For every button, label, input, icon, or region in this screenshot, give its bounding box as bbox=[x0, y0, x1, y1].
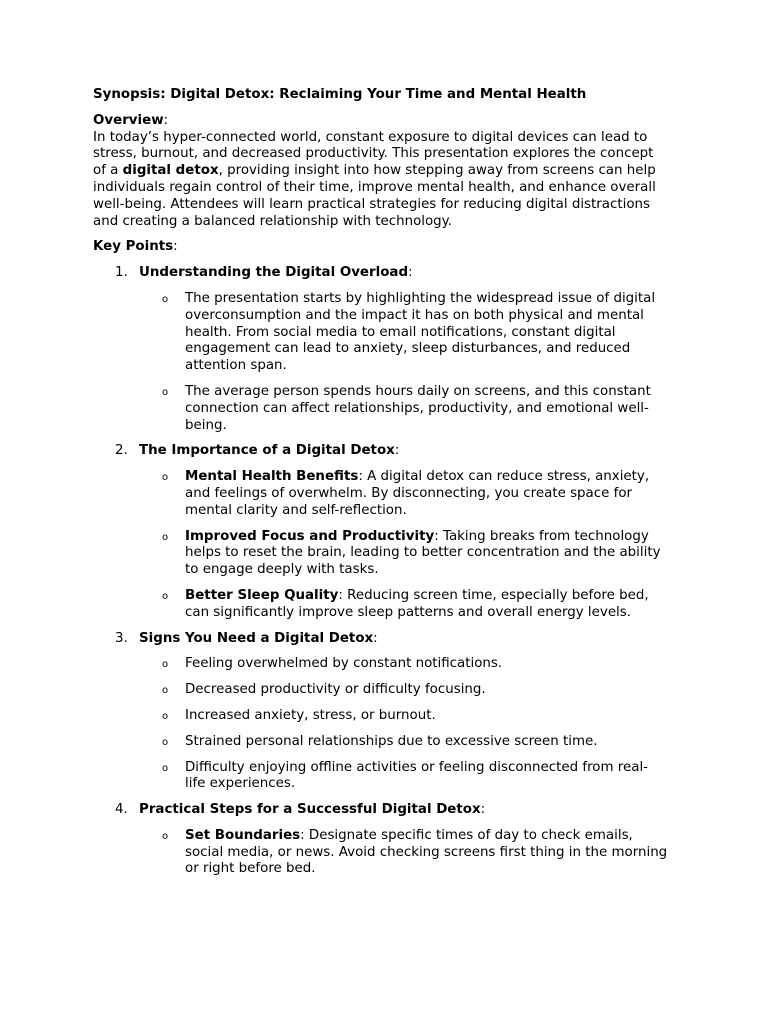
circle-bullet-icon: o bbox=[162, 531, 169, 543]
sub-point-list bbox=[139, 828, 668, 878]
key-point-heading bbox=[139, 631, 668, 648]
sub-point-text: The average person spends hours daily on screens, and this constant connection can affect relationships, productivity, and emotional well-being. bbox=[185, 383, 651, 433]
sub-point-text: Difficulty enjoying offline activities or feeling disconnected from real-life experiences. bbox=[185, 759, 648, 792]
key-point-heading-text: The Importance of a Digital Detox bbox=[139, 443, 395, 459]
sub-point-bold-term: Improved Focus and Productivity bbox=[185, 528, 435, 544]
sub-point-list bbox=[139, 656, 668, 793]
sub-point-list bbox=[139, 469, 668, 621]
key-point-heading bbox=[139, 802, 668, 819]
circle-bullet-icon: o bbox=[162, 830, 169, 842]
overview-text-before: In today’s hyper-connected world, constant exposure to digital devices can lead to stress, burnout, and decreased productivity. This presentation explores the concept of a bbox=[93, 129, 654, 179]
key-point-number: 4. bbox=[115, 802, 128, 818]
sub-point-bold-term: Better Sleep Quality bbox=[185, 587, 339, 603]
sub-point-bold-term: Mental Health Benefits bbox=[185, 469, 359, 485]
circle-bullet-icon: o bbox=[162, 472, 169, 484]
sub-point-text: : Taking breaks from technology helps to reset the brain, leading to better concentration and the ability to engage deeply with tasks. bbox=[185, 528, 661, 578]
key-point-heading-colon: : bbox=[480, 802, 486, 818]
key-point-heading-colon: : bbox=[373, 630, 378, 646]
overview-heading bbox=[93, 113, 668, 130]
sub-point-text: Feeling overwhelmed by constant notifications. bbox=[185, 656, 503, 672]
sub-point-text: Increased anxiety, stress, or burnout. bbox=[185, 707, 436, 723]
sub-point-list bbox=[139, 291, 668, 434]
overview-paragraph bbox=[93, 130, 668, 231]
sub-point-item bbox=[139, 828, 668, 878]
sub-point-item bbox=[139, 529, 668, 579]
key-point-heading bbox=[139, 265, 668, 282]
circle-bullet-icon: o bbox=[162, 685, 169, 697]
key-point-number: 2. bbox=[115, 443, 128, 459]
key-point-number: 3. bbox=[115, 630, 128, 646]
key-points-label: Key Points bbox=[93, 239, 174, 255]
sub-point-text: : Designate specific times of day to check emails, social media, or news. Avoid checking screens first thing in the morning or right before bed. bbox=[185, 827, 668, 877]
key-point-heading-text: Practical Steps for a Successful Digital Detox bbox=[139, 802, 481, 818]
sub-point-item bbox=[139, 469, 668, 519]
overview-label: Overview bbox=[93, 112, 164, 128]
sub-point-item bbox=[139, 588, 668, 622]
key-point-heading-text: Understanding the Digital Overload bbox=[139, 265, 409, 281]
sub-point-item bbox=[139, 734, 668, 751]
sub-point-item bbox=[139, 384, 668, 434]
sub-point-item bbox=[139, 708, 668, 725]
sub-point-item bbox=[139, 682, 668, 699]
document-title: Synopsis: Digital Detox: Reclaiming Your Time and Mental Health bbox=[93, 87, 587, 102]
sub-point-text: : Reducing screen time, especially before bed, can significantly improve sleep patterns and overall energy levels. bbox=[185, 587, 649, 620]
sub-point-bold-term: Set Boundaries bbox=[185, 827, 301, 843]
key-point-item bbox=[93, 265, 668, 434]
sub-point-text: : A digital detox can reduce stress, anxiety, and feelings of overwhelm. By disconnecting, you create space for mental clarity and self-reflection. bbox=[185, 469, 650, 518]
sub-point-text: The presentation starts by highlighting the widespread issue of digital overconsumption and the impact it has on both physical and mental health. From social media to email notifications, constant digital engagement can lead to anxiety, sleep disturbances, and reduced attention span. bbox=[185, 290, 656, 374]
sub-point-item bbox=[139, 291, 668, 375]
key-points-list bbox=[93, 265, 668, 878]
key-points-colon: : bbox=[173, 239, 178, 255]
circle-bullet-icon: o bbox=[162, 762, 169, 774]
sub-point-text: Strained personal relationships due to excessive screen time. bbox=[185, 733, 598, 749]
key-point-heading-text: Signs You Need a Digital Detox bbox=[139, 630, 374, 646]
sub-point-item bbox=[139, 656, 668, 673]
circle-bullet-icon: o bbox=[162, 293, 169, 305]
circle-bullet-icon: o bbox=[162, 659, 169, 671]
key-point-heading-colon: : bbox=[394, 443, 400, 459]
circle-bullet-icon: o bbox=[162, 736, 169, 748]
key-point-number: 1. bbox=[115, 265, 128, 281]
circle-bullet-icon: o bbox=[162, 386, 169, 398]
key-point-heading-colon: : bbox=[408, 265, 413, 281]
key-point-item bbox=[93, 443, 668, 621]
overview-text-after: , providing insight into how stepping away from screens can help individuals regain control of their time, improve mental health, and enhance overall well-being. Attendees will learn practical strategies for reducing digital distractions and creating a balanced relationship with technology. bbox=[93, 163, 656, 229]
key-point-heading bbox=[139, 443, 668, 460]
key-points-heading bbox=[93, 239, 668, 256]
key-point-item bbox=[93, 802, 668, 878]
sub-point-text: Decreased productivity or difficulty focusing. bbox=[185, 682, 486, 698]
overview-bold-term: digital detox bbox=[122, 163, 219, 179]
overview-colon: : bbox=[163, 112, 169, 128]
key-point-item bbox=[93, 631, 668, 794]
circle-bullet-icon: o bbox=[162, 710, 169, 722]
sub-point-item bbox=[139, 760, 668, 794]
circle-bullet-icon: o bbox=[162, 590, 169, 602]
